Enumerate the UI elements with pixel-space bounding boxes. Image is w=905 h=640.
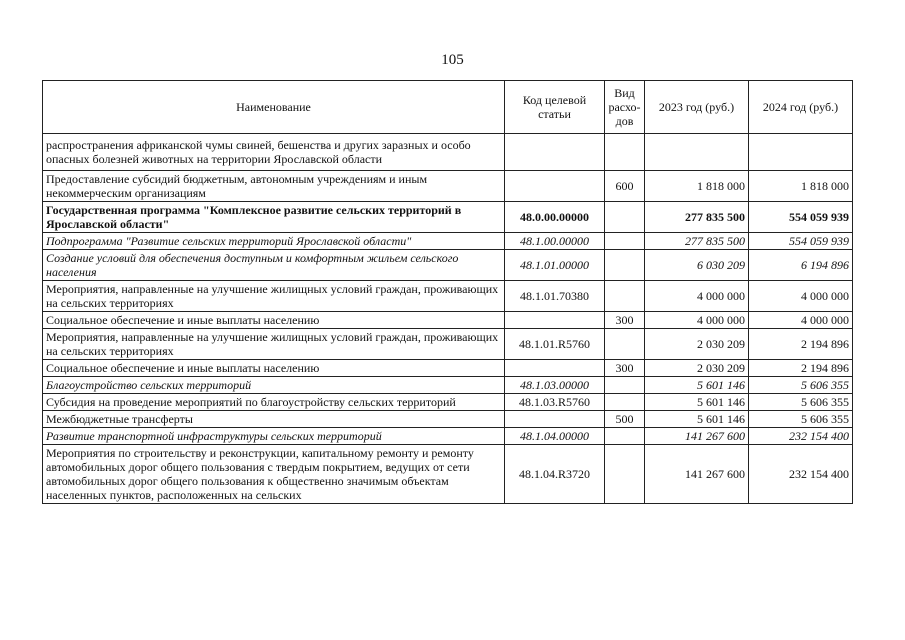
row-code-cell <box>505 312 605 329</box>
row-2024-cell: 1 818 000 <box>749 171 853 202</box>
row-2023-cell: 2 030 209 <box>645 360 749 377</box>
row-code-cell <box>505 171 605 202</box>
row-type-cell <box>605 445 645 504</box>
row-2024-cell: 5 606 355 <box>749 377 853 394</box>
row-2023-cell: 4 000 000 <box>645 281 749 312</box>
table-row <box>43 281 853 312</box>
table-row <box>43 428 853 445</box>
row-2024-cell: 2 194 896 <box>749 329 853 360</box>
row-name-cell: Социальное обеспечение и иные выплаты населению <box>43 360 505 377</box>
row-name-cell: Мероприятия по строительству и реконструкции, капитальному ремонту и ремонту автомобильных дорог общего пользования с твердым покрытием, ведущих от сети автомобильных дорог общего пользования к общественно значимым объектам населенных пунктов, расположенных на сельских <box>43 445 505 504</box>
row-name-cell: Благоустройство сельских территорий <box>43 377 505 394</box>
row-name-cell: Мероприятия, направленные на улучшение жилищных условий граждан, проживающих на сельских территориях <box>43 281 505 312</box>
budget-table <box>42 80 853 504</box>
row-name-cell: Государственная программа "Комплексное развитие сельских территорий в Ярославской области" <box>43 202 505 233</box>
header-type: Вид расхо-дов <box>605 81 645 134</box>
row-2023-cell: 1 818 000 <box>645 171 749 202</box>
row-code-cell: 48.1.03.R5760 <box>505 394 605 411</box>
page-number: 105 <box>441 52 464 68</box>
row-type-cell: 300 <box>605 360 645 377</box>
table-row <box>43 233 853 250</box>
row-type-cell <box>605 394 645 411</box>
row-code-cell: 48.1.01.00000 <box>505 250 605 281</box>
header-code: Код целевой статьи <box>505 81 605 134</box>
row-2023-cell: 5 601 146 <box>645 394 749 411</box>
row-name-cell: Подпрограмма "Развитие сельских территорий Ярославской области" <box>43 233 505 250</box>
row-2024-cell: 232 154 400 <box>749 445 853 504</box>
row-type-cell: 300 <box>605 312 645 329</box>
header-2024: 2024 год (руб.) <box>749 81 853 134</box>
row-name-cell: Создание условий для обеспечения доступным и комфортным жильем сельского населения <box>43 250 505 281</box>
row-name-cell: распространения африканской чумы свиней, бешенства и других заразных и особо опасных болезней животных на территории Ярославской области <box>43 134 505 171</box>
row-type-cell: 500 <box>605 411 645 428</box>
row-name-cell: Развитие транспортной инфраструктуры сельских территорий <box>43 428 505 445</box>
table-row <box>43 171 853 202</box>
row-code-cell: 48.1.01.70380 <box>505 281 605 312</box>
table-row <box>43 394 853 411</box>
row-code-cell: 48.1.04.R3720 <box>505 445 605 504</box>
row-code-cell: 48.1.00.00000 <box>505 233 605 250</box>
table-row <box>43 202 853 233</box>
row-type-cell <box>605 250 645 281</box>
row-2024-cell: 6 194 896 <box>749 250 853 281</box>
row-type-cell <box>605 134 645 171</box>
row-name-cell: Социальное обеспечение и иные выплаты населению <box>43 312 505 329</box>
row-type-cell <box>605 329 645 360</box>
row-type-cell <box>605 281 645 312</box>
row-2024-cell: 2 194 896 <box>749 360 853 377</box>
row-2024-cell: 5 606 355 <box>749 394 853 411</box>
row-2024-cell: 554 059 939 <box>749 233 853 250</box>
table-row <box>43 329 853 360</box>
row-2023-cell <box>645 134 749 171</box>
row-2023-cell: 4 000 000 <box>645 312 749 329</box>
table-row <box>43 360 853 377</box>
table-row <box>43 250 853 281</box>
row-code-cell <box>505 411 605 428</box>
header-name: Наименование <box>43 81 505 134</box>
table-body <box>43 134 853 504</box>
row-2023-cell: 141 267 600 <box>645 445 749 504</box>
row-code-cell: 48.1.01.R5760 <box>505 329 605 360</box>
row-2023-cell: 2 030 209 <box>645 329 749 360</box>
row-name-cell: Мероприятия, направленные на улучшение жилищных условий граждан, проживающих на сельских территориях <box>43 329 505 360</box>
table-row <box>43 377 853 394</box>
table-header <box>43 81 853 134</box>
row-2023-cell: 5 601 146 <box>645 377 749 394</box>
row-type-cell: 600 <box>605 171 645 202</box>
row-name-cell: Предоставление субсидий бюджетным, автономным учреждениям и иным некоммерческим организациям <box>43 171 505 202</box>
row-type-cell <box>605 202 645 233</box>
row-2023-cell: 277 835 500 <box>645 233 749 250</box>
header-2023: 2023 год (руб.) <box>645 81 749 134</box>
row-2023-cell: 6 030 209 <box>645 250 749 281</box>
row-code-cell: 48.1.03.00000 <box>505 377 605 394</box>
row-code-cell <box>505 134 605 171</box>
table-row <box>43 134 853 171</box>
row-type-cell <box>605 377 645 394</box>
row-2024-cell: 4 000 000 <box>749 312 853 329</box>
table-row <box>43 312 853 329</box>
row-2024-cell: 4 000 000 <box>749 281 853 312</box>
row-2023-cell: 141 267 600 <box>645 428 749 445</box>
table-row <box>43 411 853 428</box>
row-code-cell <box>505 360 605 377</box>
row-code-cell: 48.1.04.00000 <box>505 428 605 445</box>
row-2024-cell: 5 606 355 <box>749 411 853 428</box>
row-2024-cell: 232 154 400 <box>749 428 853 445</box>
row-type-cell <box>605 428 645 445</box>
table-row <box>43 445 853 504</box>
row-2023-cell: 5 601 146 <box>645 411 749 428</box>
row-type-cell <box>605 233 645 250</box>
row-code-cell: 48.0.00.00000 <box>505 202 605 233</box>
row-name-cell: Субсидия на проведение мероприятий по благоустройству сельских территорий <box>43 394 505 411</box>
row-2024-cell: 554 059 939 <box>749 202 853 233</box>
row-2023-cell: 277 835 500 <box>645 202 749 233</box>
row-2024-cell <box>749 134 853 171</box>
row-name-cell: Межбюджетные трансферты <box>43 411 505 428</box>
